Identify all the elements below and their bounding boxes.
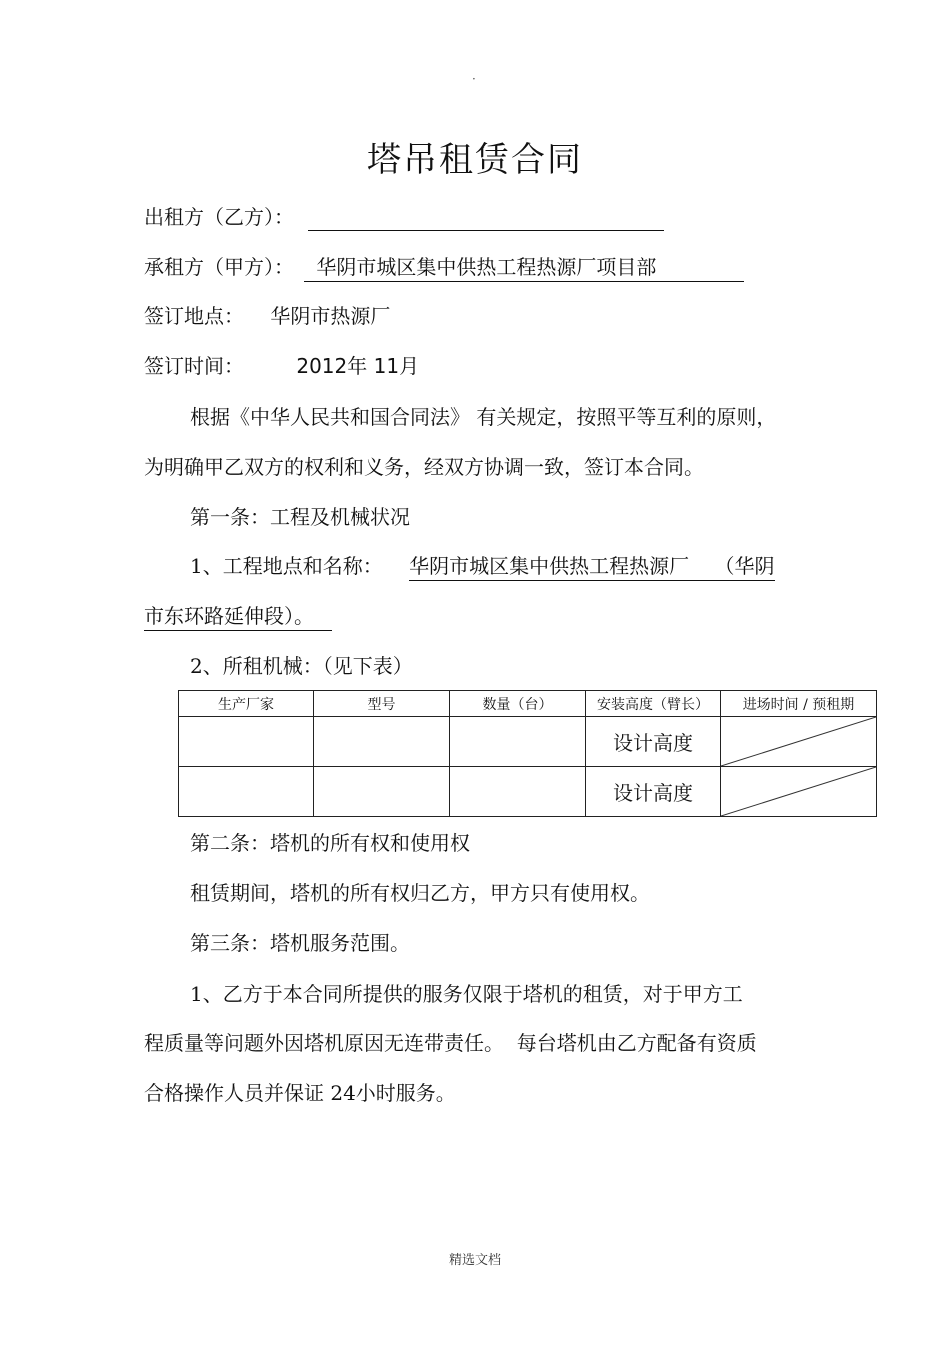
table-row xyxy=(179,717,877,767)
header-manufacturer: 生产厂家 xyxy=(179,691,314,717)
cell-manufacturer xyxy=(179,767,314,817)
item-1-label: 1、工程地点和名称： xyxy=(190,554,383,578)
cell-install-height: 设计高度 xyxy=(586,717,721,767)
article-1-item-1-cont xyxy=(144,602,332,631)
header-quantity: 数量（台） xyxy=(450,691,586,717)
article-1-item-1 xyxy=(190,552,775,581)
sign-time-label: 签订时间： xyxy=(144,354,244,378)
article-1-item-2: 2、所租机械：（见下表） xyxy=(190,654,413,678)
cell-model xyxy=(314,717,450,767)
article-3-line-2: 程质量等问题外因塔机原因无连带责任。 每台塔机由乙方配备有资质 xyxy=(144,1031,757,1055)
sign-time-value: 2012年 11月 xyxy=(296,354,420,378)
preamble-line-2: 为明确甲乙双方的权利和义务，经双方协调一致，签订本合同。 xyxy=(144,455,704,479)
table-header-row xyxy=(179,691,877,717)
lessor-label: 出租方（乙方）： xyxy=(144,205,294,229)
header-model: 型号 xyxy=(314,691,450,717)
sign-time-row xyxy=(144,352,419,380)
article-1-heading: 第一条：工程及机械状况 xyxy=(190,505,410,529)
cell-model xyxy=(314,767,450,817)
lessor-row xyxy=(144,203,664,231)
preamble-line-1: 根据《中华人民共和国合同法》 有关规定，按照平等互利的原则， xyxy=(190,405,777,429)
article-3-heading: 第三条：塔机服务范围。 xyxy=(190,931,410,955)
header-entry-time: 进场时间 / 预租期 xyxy=(721,691,877,717)
diagonal-line xyxy=(721,717,876,766)
cell-quantity xyxy=(450,717,586,767)
item-1-value-line-1: 华阴市城区集中供热工程热源厂 （华阴 xyxy=(409,552,774,581)
article-3-line-1: 1、乙方于本合同所提供的服务仅限于塔机的租赁，对于甲方工 xyxy=(190,982,743,1006)
diagonal-line xyxy=(721,767,876,816)
lessee-label: 承租方（甲方）： xyxy=(144,255,294,279)
item-1-value-line-2: 市东环路延伸段）。 xyxy=(144,602,332,631)
header-mark: · xyxy=(472,72,476,86)
article-2-heading: 第二条：塔机的所有权和使用权 xyxy=(190,831,470,855)
document-title: 塔吊租赁合同 xyxy=(367,140,583,180)
sign-place-label: 签订地点： xyxy=(144,304,244,328)
cell-install-height: 设计高度 xyxy=(586,767,721,817)
header-install-height: 安装高度（臂长） xyxy=(586,691,721,717)
footer-label: 精选文档 xyxy=(448,1253,501,1268)
article-3-line-3: 合格操作人员并保证 24小时服务。 xyxy=(144,1081,456,1105)
cell-quantity xyxy=(450,767,586,817)
cell-manufacturer xyxy=(179,717,314,767)
lessor-blank xyxy=(308,206,664,231)
lessee-row xyxy=(144,253,744,282)
table-row xyxy=(179,767,877,817)
sign-place-row xyxy=(144,302,390,330)
sign-place-value: 华阴市热源厂 xyxy=(270,304,391,328)
machinery-table xyxy=(178,690,877,817)
lessee-value: 华阴市城区集中供热工程热源厂项目部 xyxy=(304,253,744,282)
cell-entry-time xyxy=(721,767,877,817)
cell-entry-time xyxy=(721,717,877,767)
article-2-text: 租赁期间，塔机的所有权归乙方，甲方只有使用权。 xyxy=(190,881,650,905)
